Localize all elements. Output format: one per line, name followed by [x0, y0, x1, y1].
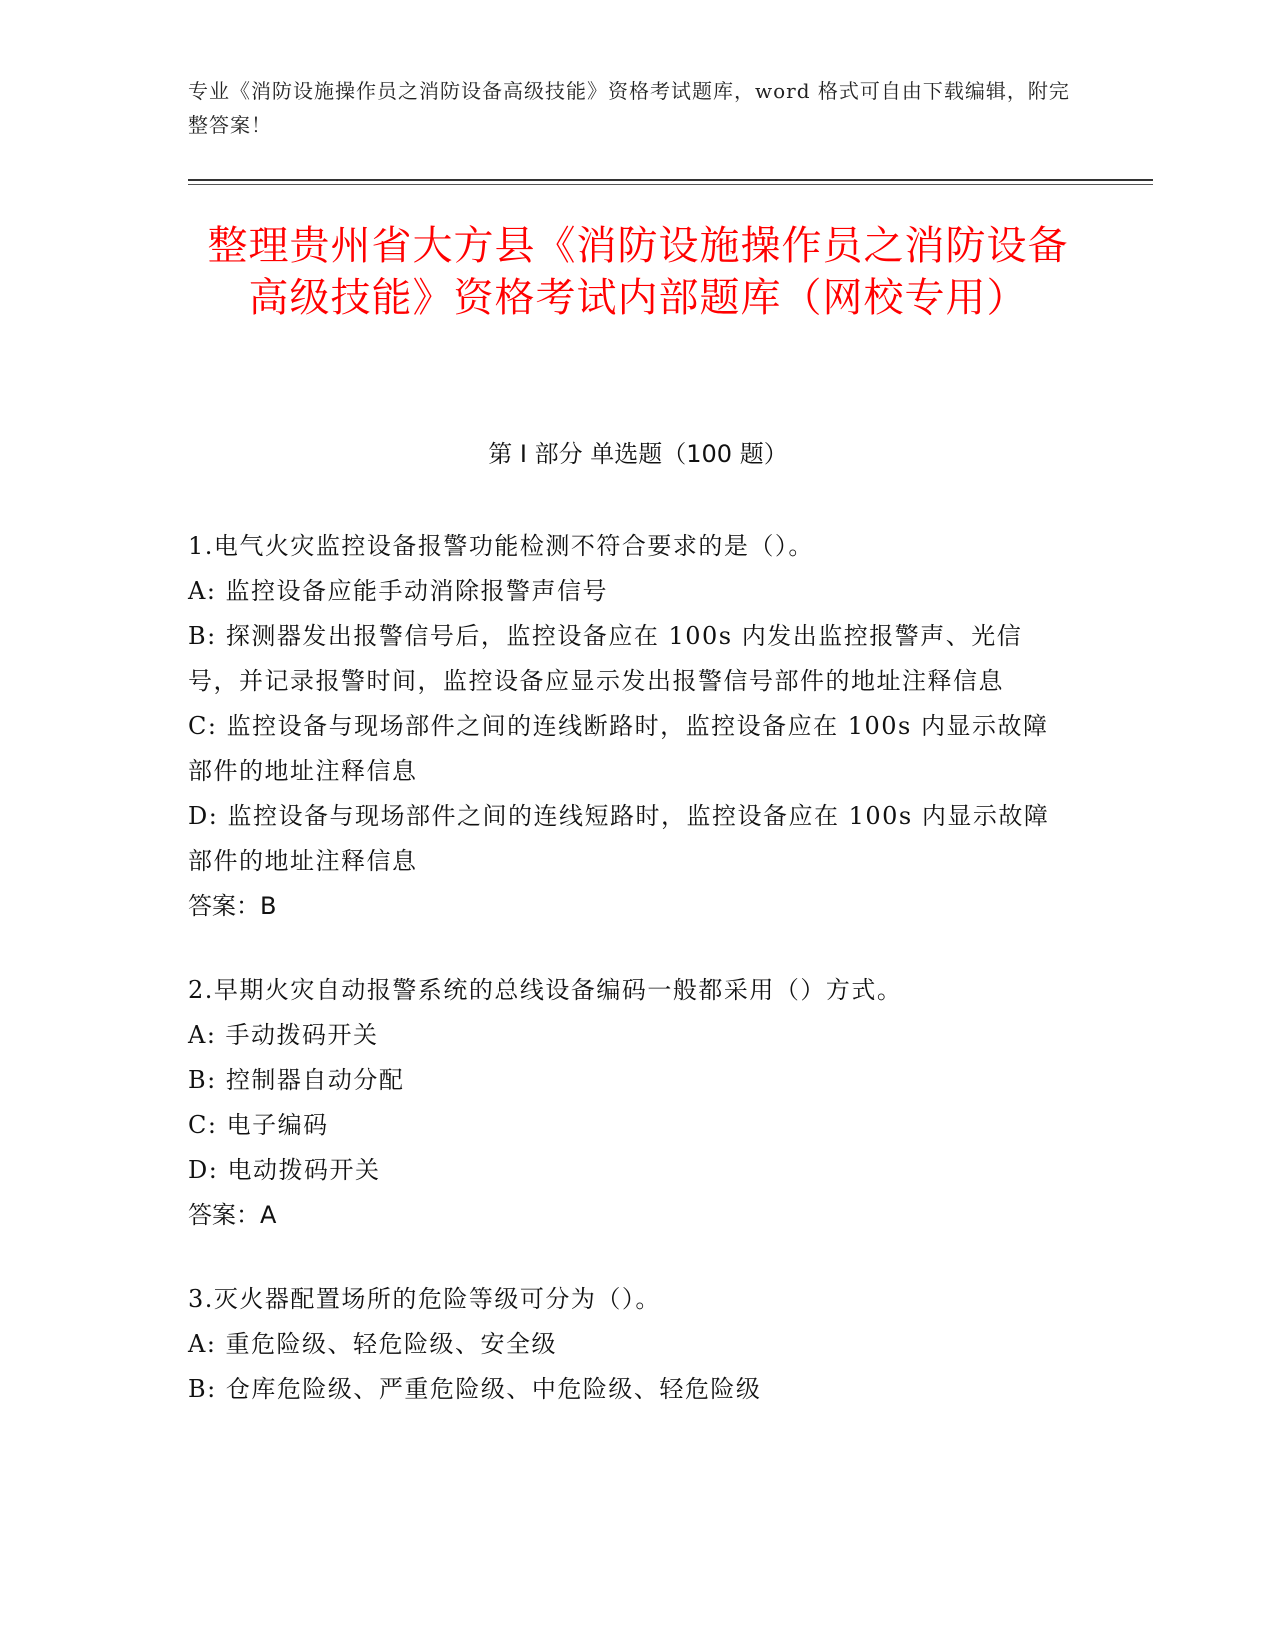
question-list [188, 524, 1068, 1451]
option-a: A: 监控设备应能手动消除报警声信号 [188, 577, 609, 605]
option-a: A: 手动拨码开关 [188, 1021, 379, 1049]
question-stem: 1.电气火灾监控设备报警功能检测不符合要求的是（）。 [188, 532, 814, 560]
question-stem: 3.灭火器配置场所的危险等级可分为（）。 [188, 1285, 661, 1313]
header-note: 专业《消防设施操作员之消防设备高级技能》资格考试题库，word 格式可自由下载编辑，附完整答案！ [188, 79, 1070, 137]
header-divider-thick [188, 179, 1153, 181]
option-a: A: 重危险级、轻危险级、安全级 [188, 1330, 558, 1358]
option-c: C: 电子编码 [188, 1111, 329, 1139]
option-d: D: 监控设备与现场部件之间的连线短路时，监控设备应在 100s 内显示故障部件的地址注释信息 [188, 802, 1050, 875]
document-title: 整理贵州省大方县《消防设施操作员之消防设备高级技能》资格考试内部题库（网校专用） [207, 223, 1069, 321]
question-stem: 2.早期火灾自动报警系统的总线设备编码一般都采用（）方式。 [188, 976, 903, 1004]
option-b: B: 控制器自动分配 [188, 1066, 405, 1094]
question-2 [188, 968, 1068, 1238]
section-heading: 第 I 部分 单选题（100 题） [488, 440, 788, 468]
option-d: D: 电动拨码开关 [188, 1156, 381, 1184]
answer-line: 答案：A [188, 1201, 277, 1229]
header-divider-thin [188, 184, 1153, 185]
question-1 [188, 524, 1068, 929]
option-b: B: 探测器发出报警信号后，监控设备应在 100s 内发出监控报警声、光信号，并记录报警时间，监控设备应显示发出报警信号部件的地址注释信息 [188, 622, 1023, 695]
question-3 [188, 1277, 1068, 1412]
option-b: B: 仓库危险级、严重危险级、中危险级、轻危险级 [188, 1375, 762, 1403]
answer-line: 答案：B [188, 892, 277, 920]
option-c: C: 监控设备与现场部件之间的连线断路时，监控设备应在 100s 内显示故障部件的地址注释信息 [188, 712, 1049, 785]
